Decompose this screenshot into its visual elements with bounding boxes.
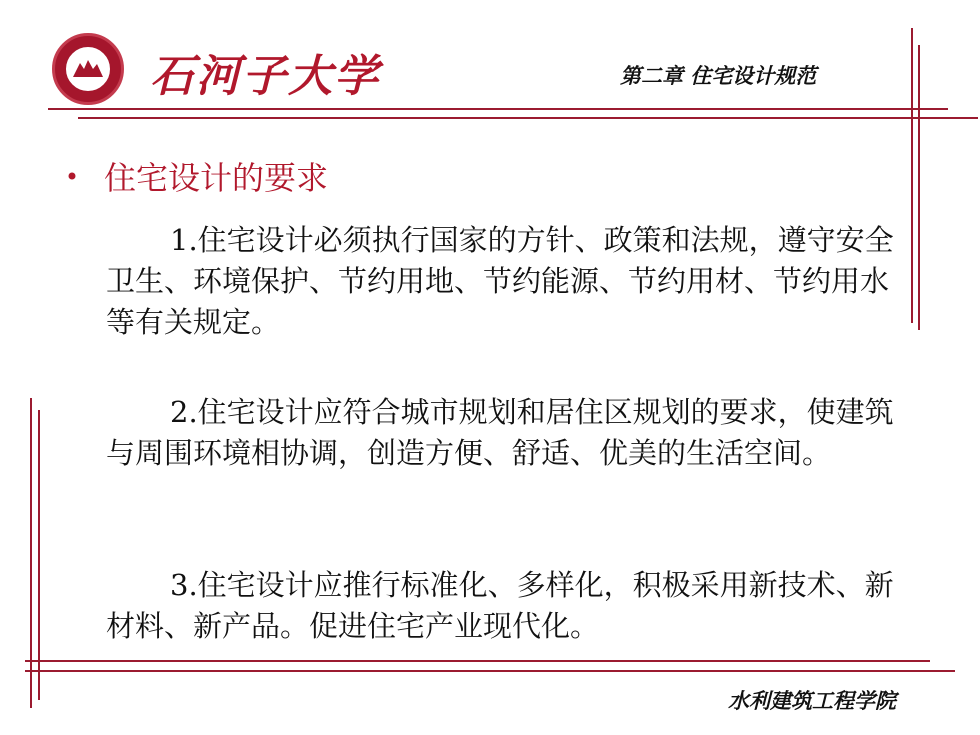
- university-name: 石河子大学: [150, 51, 380, 102]
- bottom-rule-upper: [25, 660, 930, 662]
- right-rule-inner: [918, 45, 920, 330]
- right-rule-outer: [911, 28, 913, 323]
- requirement-paragraph-1: 1.住宅设计必须执行国家的方针、政策和法规，遵守安全卫生、环境保护、节约用地、节约能源、节约用材、节约用水等有关规定。: [106, 223, 894, 339]
- chapter-title: 第二章 住宅设计规范: [620, 64, 817, 88]
- bottom-rule-lower: [25, 670, 955, 672]
- university-seal-logo: [52, 33, 124, 105]
- section-heading-text: 住宅设计的要求: [104, 159, 329, 197]
- left-rule-inner: [38, 410, 40, 700]
- top-rule-upper: [48, 108, 948, 110]
- top-rule-lower: [78, 117, 978, 119]
- bullet-icon: [68, 172, 76, 180]
- requirement-paragraph-2: 2.住宅设计应符合城市规划和居住区规划的要求，使建筑与周围环境相协调，创造方便、舒适、优美的生活空间。: [106, 395, 894, 470]
- seal-inner-ring: [64, 45, 112, 93]
- mountain-icon: [72, 57, 104, 79]
- department-name: 水利建筑工程学院: [728, 689, 896, 713]
- section-heading: [104, 153, 328, 199]
- requirement-paragraph-3: 3.住宅设计应推行标准化、多样化，积极采用新技术、新材料、新产品。促进住宅产业现代化。: [106, 568, 894, 643]
